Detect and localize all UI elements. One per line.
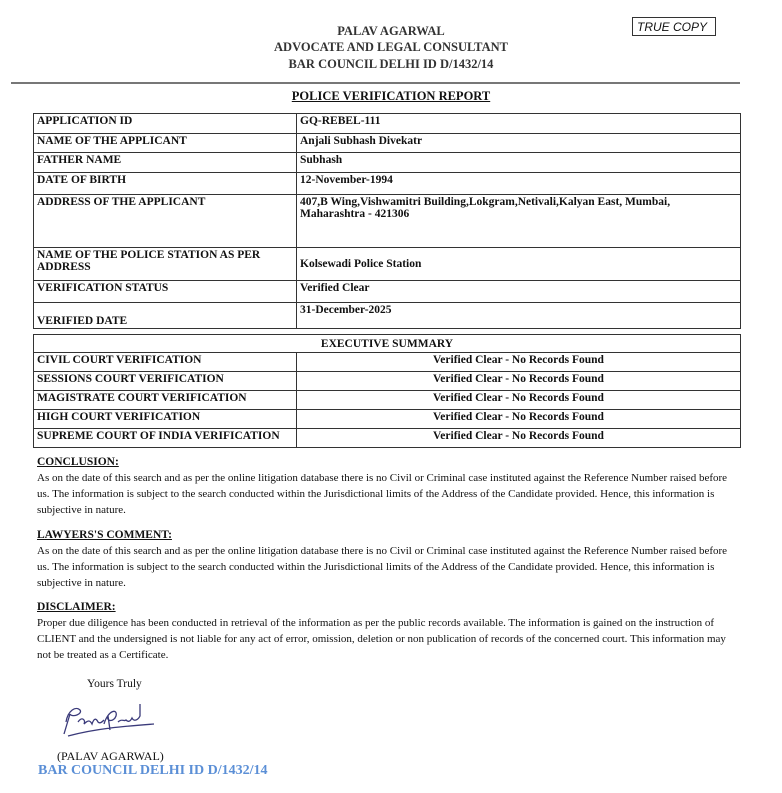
table-row bbox=[34, 114, 741, 134]
disclaimer-text: Proper due diligence has been conducted in retrieval of the information as per the public records available. The information is gained on the instruction of CLIENT and the undersigned is not liable for any act of error, omission, deletion or non publication of records of the concerned court. This information may not be treated as a Certificate. bbox=[37, 617, 726, 661]
executive-summary-heading: EXECUTIVE SUMMARY bbox=[34, 335, 741, 353]
table-row bbox=[34, 410, 741, 429]
footer-bar-id: BAR COUNCIL DELHI ID D/1432/14 bbox=[38, 763, 268, 778]
row-value: 407,B Wing,Vishwamitri Building,Lokgram,Netivali,Kalyan East, Mumbai, Maharashtra - 421306 bbox=[297, 195, 741, 248]
row-label: FATHER NAME bbox=[34, 153, 297, 173]
row-label: SESSIONS COURT VERIFICATION bbox=[34, 372, 297, 391]
lawyers-comment-section bbox=[37, 527, 741, 591]
header-bar-id: BAR COUNCIL DELHI ID D/1432/14 bbox=[288, 57, 494, 71]
row-value: 31-December-2025 bbox=[297, 303, 741, 329]
report-title: POLICE VERIFICATION REPORT bbox=[291, 89, 491, 103]
disclaimer-heading: DISCLAIMER: bbox=[37, 601, 116, 613]
table-row bbox=[34, 303, 741, 329]
lawyers-comment-heading: LAWYERS'S COMMENT: bbox=[37, 529, 172, 541]
row-label: MAGISTRATE COURT VERIFICATION bbox=[34, 391, 297, 410]
row-label: HIGH COURT VERIFICATION bbox=[34, 410, 297, 429]
row-label: VERIFIED DATE bbox=[34, 303, 297, 329]
row-value: GQ-REBEL-111 bbox=[297, 114, 741, 134]
closing: Yours Truly bbox=[87, 678, 142, 690]
row-label: DATE OF BIRTH bbox=[34, 173, 297, 195]
row-value: Verified Clear - No Records Found bbox=[297, 410, 741, 429]
row-value: Verified Clear - No Records Found bbox=[297, 391, 741, 410]
table-row bbox=[34, 173, 741, 195]
table-row bbox=[34, 134, 741, 153]
conclusion-text: As on the date of this search and as per the online litigation database there is no Civil or Criminal case instituted against the Reference Number raised before us. The information is subject to the search conducted within the Jurisdictional limits of the Address of the Candidate provided. Hence, this information is subjective in nature. bbox=[37, 472, 728, 516]
conclusion-section bbox=[37, 454, 741, 518]
table-row bbox=[34, 195, 741, 248]
row-label: CIVIL COURT VERIFICATION bbox=[34, 353, 297, 372]
table-row bbox=[34, 248, 741, 281]
signature-image bbox=[58, 700, 158, 740]
row-label: ADDRESS OF THE APPLICANT bbox=[34, 195, 297, 248]
table-row bbox=[34, 372, 741, 391]
row-label: NAME OF THE APPLICANT bbox=[34, 134, 297, 153]
table-row bbox=[34, 153, 741, 173]
header-divider bbox=[11, 82, 740, 84]
row-value: Subhash bbox=[297, 153, 741, 173]
row-value: Kolsewadi Police Station bbox=[297, 248, 741, 281]
executive-summary-table bbox=[33, 334, 741, 448]
signatory-name: (PALAV AGARWAL) bbox=[57, 749, 164, 763]
disclaimer-section bbox=[37, 599, 741, 663]
table-row bbox=[34, 391, 741, 410]
row-label: NAME OF THE POLICE STATION AS PER ADDRESS bbox=[34, 248, 297, 281]
row-value: Verified Clear - No Records Found bbox=[297, 353, 741, 372]
row-value: Anjali Subhash Divekatr bbox=[297, 134, 741, 153]
row-value: Verified Clear bbox=[297, 281, 741, 303]
row-label: VERIFICATION STATUS bbox=[34, 281, 297, 303]
advocate-name: PALAV AGARWAL bbox=[337, 24, 445, 38]
lawyers-comment-text: As on the date of this search and as per the online litigation database there is no Civil or Criminal case instituted against the Reference Number raised before us. The information is subject to the search conducted within the Jurisdictional limits of the Address of the Candidate provided. Hence, this information is subjective in nature. bbox=[37, 545, 728, 589]
table-row bbox=[34, 429, 741, 448]
table-row bbox=[34, 353, 741, 372]
row-label: APPLICATION ID bbox=[34, 114, 297, 134]
true-copy-stamp: TRUE COPY bbox=[632, 17, 716, 36]
row-value: 12-November-1994 bbox=[297, 173, 741, 195]
row-label: SUPREME COURT OF INDIA VERIFICATION bbox=[34, 429, 297, 448]
row-value: Verified Clear - No Records Found bbox=[297, 372, 741, 391]
conclusion-heading: CONCLUSION: bbox=[37, 456, 119, 468]
row-value: Verified Clear - No Records Found bbox=[297, 429, 741, 448]
table-row bbox=[34, 281, 741, 303]
advocate-role: ADVOCATE AND LEGAL CONSULTANT bbox=[274, 40, 508, 54]
details-table bbox=[33, 113, 741, 329]
